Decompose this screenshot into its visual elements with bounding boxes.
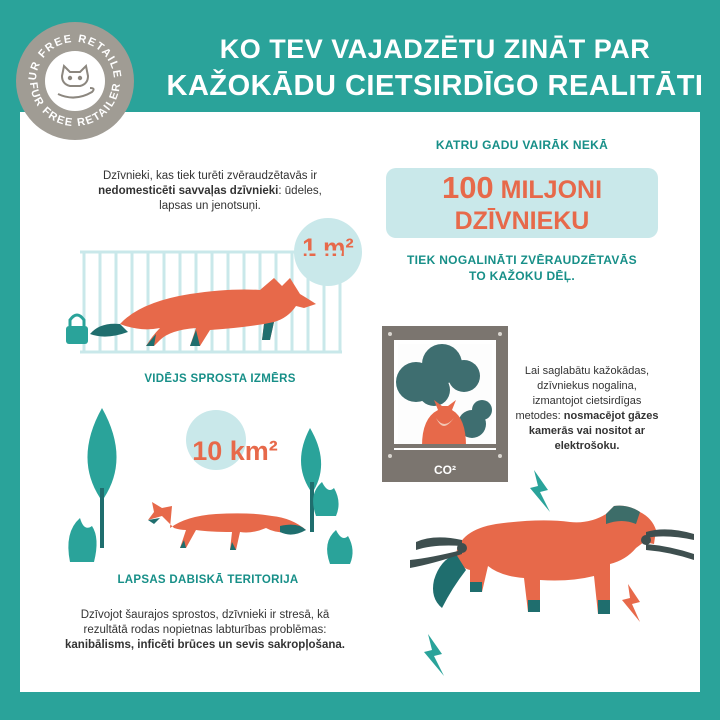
badge-text-bottom: FUR FREE RETAILER: [26, 81, 124, 130]
cage-size-value: 1 m²: [302, 234, 354, 262]
killed-caption-line-1: TIEK NOGALINĀTI ZVĒRAUDZĒTAVĀS: [407, 253, 637, 267]
electrocution-illustration: [400, 464, 700, 692]
killed-caption: [386, 252, 658, 284]
fur-free-retailer-badge: [16, 22, 134, 140]
territory-caption: LAPSAS DABISKĀ TERITORIJA: [117, 574, 299, 586]
lock-icon: [66, 315, 88, 344]
methods-plain: Lai saglabātu kažokādas, dzīvniekus nogalina, izmantojot cietsirdīgas metodes:: [515, 365, 650, 422]
stress-text: [60, 608, 350, 653]
intro-plain: Dzīvnieki, kas tiek turēti zvēraudzētavās ir: [102, 170, 318, 182]
electric-clamp-icon: [641, 529, 694, 560]
fox-electrocuted-figure: [433, 506, 656, 614]
badge-graphic: [16, 22, 134, 140]
killed-caption-line-2: TO KAŽOKU DĒĻ.: [469, 269, 575, 283]
stress-bold: kanibālisms, inficēti brūces un sevis sakropļošana.: [65, 639, 345, 651]
intro-bold: nedomesticēti savvaļas dzīvnieki: [98, 185, 279, 197]
methods-text: [512, 364, 662, 454]
big-number-text: [386, 172, 658, 237]
intro-end: : ūdeles, lapsas un jenotsuņi.: [159, 185, 322, 212]
lightning-icon: [424, 634, 444, 676]
territory-size-value: 10 km²: [192, 436, 278, 466]
badge-text-top: UR FREE RETAILE: [26, 32, 124, 81]
bush-icon: [68, 518, 96, 562]
cage-caption: VIDĒJS SPROSTA IZMĒRS: [144, 373, 296, 385]
content-panel: [20, 112, 700, 692]
tree-icon: [301, 428, 321, 532]
fox-cage-figure: [90, 278, 316, 346]
fox-territory-illustration: [40, 398, 360, 578]
big-number: 100: [441, 170, 494, 205]
big-line2: DZĪVNIEKU: [454, 207, 590, 235]
lightning-icon: [530, 470, 550, 512]
big-unit: MILJONI: [500, 176, 603, 204]
stress-plain: Dzīvojot šaurajos sprostos, dzīvnieki ir stresā, kā rezultātā rodas nopietnas labturības problēmas:: [80, 609, 330, 636]
fox-walking-figure: [148, 502, 306, 550]
intro-text: [90, 169, 330, 214]
gas-chamber-illustration: [382, 326, 508, 486]
lightning-icon: [622, 584, 640, 622]
top-caption: KATRU GADU VAIRĀK NEKĀ: [435, 138, 609, 152]
title-line-2: KAŽOKĀDU CIETSIRDĪGO REALITĀTI: [166, 70, 704, 102]
gas-label: CO²: [434, 463, 456, 477]
caged-fox-illustration: [60, 242, 360, 362]
title-line-1: KO TEV VAJADZĒTU ZINĀT PAR: [219, 34, 651, 64]
bush-icon: [313, 482, 352, 564]
methods-bold: nosmacējot gāzes kamerās vai nositot ar elektrošoku.: [528, 410, 659, 452]
